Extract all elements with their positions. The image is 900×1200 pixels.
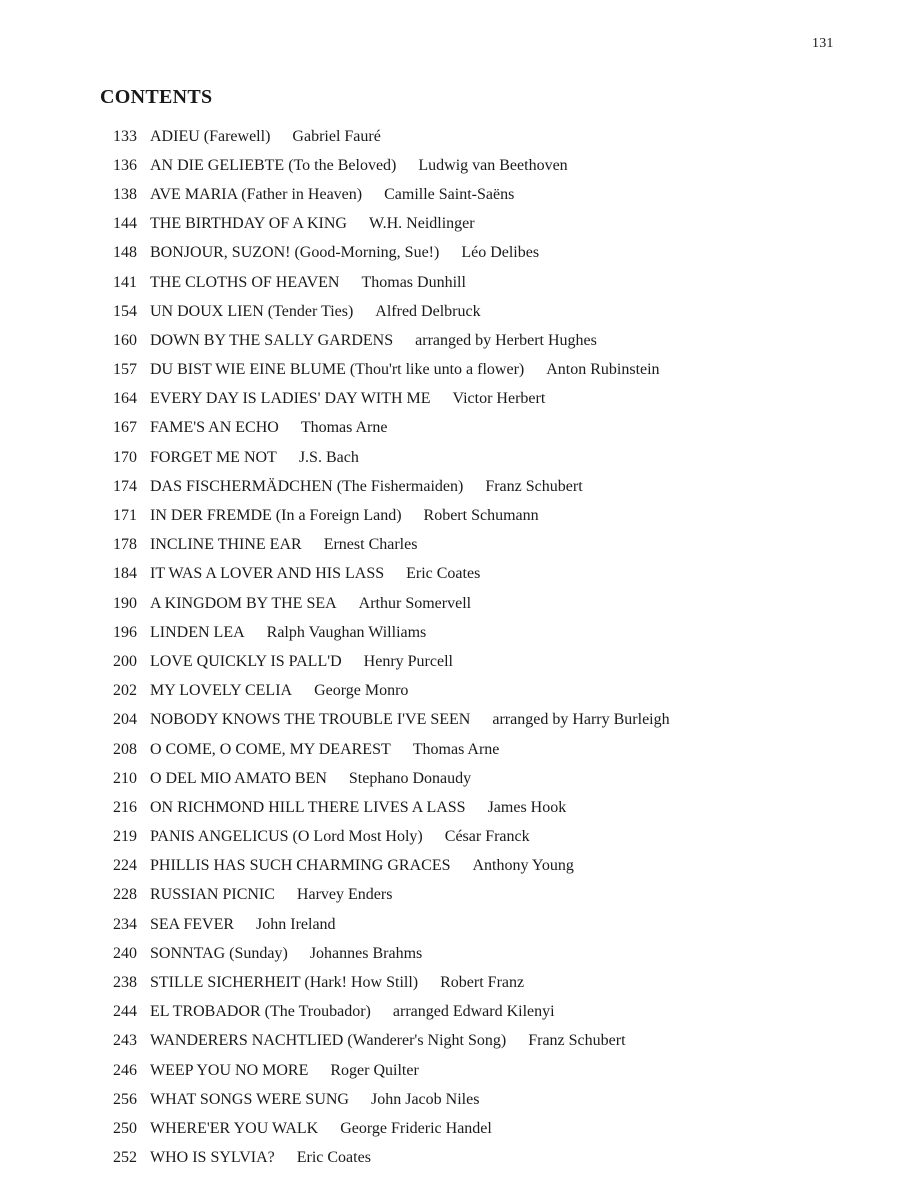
toc-entry-title: UN DOUX LIEN (Tender Ties)	[150, 302, 354, 320]
toc-entry-title: PHILLIS HAS SUCH CHARMING GRACES	[150, 857, 451, 875]
toc-entry-page: 204	[113, 711, 137, 729]
toc-entry	[100, 501, 880, 530]
toc-entry-title: DU BIST WIE EINE BLUME (Thou'rt like unto a flower)	[150, 361, 525, 379]
toc-entry	[100, 735, 880, 764]
toc-entry-composer: George Frideric Handel	[340, 1119, 492, 1137]
toc-entry-composer: Ludwig van Beethoven	[418, 156, 568, 174]
toc-entry-composer: Franz Schubert	[528, 1032, 626, 1050]
toc-entry-page: 178	[113, 536, 137, 554]
toc-entry-composer: Arthur Somervell	[358, 594, 472, 612]
toc-entry-composer: Thomas Dunhill	[361, 273, 466, 291]
toc-entry-composer: W.H. Neidlinger	[368, 215, 475, 233]
toc-entry	[100, 677, 880, 706]
toc-entry-composer: Johannes Brahms	[309, 944, 423, 962]
toc-entry	[100, 1114, 880, 1143]
toc-entry	[100, 968, 880, 997]
toc-entry-composer: Eric Coates	[406, 565, 481, 583]
page-number: 131	[812, 36, 834, 51]
toc-entry-composer: César Franck	[444, 828, 530, 846]
toc-entry-composer: John Jacob Niles	[370, 1090, 480, 1108]
toc-entry-composer: Anthony Young	[472, 857, 574, 875]
toc-entry-page: 133	[113, 127, 137, 145]
toc-entry-title: RUSSIAN PICNIC	[150, 886, 275, 904]
toc-entry-page: 216	[113, 798, 137, 816]
toc-entry-page: 138	[113, 185, 137, 203]
toc-entry-page: 196	[113, 623, 137, 641]
toc-entry	[100, 589, 880, 618]
toc-entry-page: 202	[113, 682, 137, 700]
toc-entry-composer: Thomas Arne	[412, 740, 500, 758]
toc-entry-page: 243	[113, 1032, 137, 1050]
toc-entry-composer: Roger Quilter	[330, 1061, 419, 1079]
toc-entry-composer: Victor Herbert	[452, 390, 546, 408]
toc-entry-page: 219	[113, 828, 137, 846]
toc-entry-page: 170	[113, 448, 137, 466]
toc-entry-page: 256	[113, 1090, 137, 1108]
toc-entry-title: DAS FISCHERMÄDCHEN (The Fishermaiden)	[150, 477, 464, 495]
toc-entry	[100, 823, 880, 852]
toc-entry-page: 141	[113, 273, 137, 291]
table-of-contents	[100, 122, 880, 1173]
toc-entry-title: WHERE'ER YOU WALK	[150, 1119, 319, 1137]
toc-entry	[100, 618, 880, 647]
toc-entry-composer: arranged Edward Kilenyi	[392, 1003, 555, 1021]
toc-entry-page: 224	[113, 857, 137, 875]
toc-entry-title: WHAT SONGS WERE SUNG	[150, 1090, 349, 1108]
toc-entry-title: EVERY DAY IS LADIES' DAY WITH ME	[150, 390, 431, 408]
toc-entry	[100, 414, 880, 443]
toc-entry	[100, 1085, 880, 1114]
toc-entry-title: THE CLOTHS OF HEAVEN	[150, 273, 340, 291]
toc-entry-page: 144	[113, 215, 137, 233]
toc-entry-composer: Thomas Arne	[300, 419, 388, 437]
toc-entry	[100, 1056, 880, 1085]
toc-entry	[100, 793, 880, 822]
toc-entry-composer: James Hook	[487, 798, 567, 816]
toc-entry-title: PANIS ANGELICUS (O Lord Most Holy)	[150, 828, 423, 846]
toc-entry-title: WHO IS SYLVIA?	[150, 1149, 275, 1167]
toc-entry-page: 171	[113, 507, 137, 525]
toc-entry-composer: Robert Franz	[440, 974, 525, 992]
toc-entry-page: 200	[113, 652, 137, 670]
toc-entry-page: 246	[113, 1061, 137, 1079]
toc-entry-page: 240	[113, 944, 137, 962]
toc-entry-title: MY LOVELY CELIA	[150, 682, 293, 700]
toc-entry-title: AVE MARIA (Father in Heaven)	[150, 185, 363, 203]
toc-entry-page: 210	[113, 769, 137, 787]
toc-entry	[100, 326, 880, 355]
contents-heading: CONTENTS	[100, 86, 213, 108]
toc-entry-title: NOBODY KNOWS THE TROUBLE I'VE SEEN	[150, 711, 471, 729]
toc-entry-title: FORGET ME NOT	[150, 448, 277, 466]
toc-entry-title: INCLINE THINE EAR	[150, 536, 302, 554]
toc-entry-page: 167	[113, 419, 137, 437]
toc-entry	[100, 268, 880, 297]
toc-entry-title: EL TROBADOR (The Troubador)	[150, 1003, 371, 1021]
toc-entry	[100, 210, 880, 239]
toc-entry-page: 154	[113, 302, 137, 320]
toc-entry	[100, 122, 880, 151]
toc-entry-page: 228	[113, 886, 137, 904]
toc-entry	[100, 531, 880, 560]
toc-entry-title: BONJOUR, SUZON! (Good-Morning, Sue!)	[150, 244, 440, 262]
toc-entry-composer: George Monro	[314, 682, 409, 700]
toc-entry-composer: Alfred Delbruck	[375, 302, 481, 320]
toc-entry-title: O COME, O COME, MY DEAREST	[150, 740, 391, 758]
toc-entry-page: 184	[113, 565, 137, 583]
toc-entry-composer: Henry Purcell	[363, 652, 453, 670]
toc-entry-title: LOVE QUICKLY IS PALL'D	[150, 652, 342, 670]
toc-entry-composer: arranged by Harry Burleigh	[492, 711, 670, 729]
toc-entry	[100, 998, 880, 1027]
toc-entry	[100, 472, 880, 501]
toc-entry	[100, 881, 880, 910]
toc-entry-title: AN DIE GELIEBTE (To the Beloved)	[150, 156, 397, 174]
toc-entry	[100, 356, 880, 385]
toc-entry-page: 148	[113, 244, 137, 262]
toc-entry	[100, 180, 880, 209]
toc-entry-title: WEEP YOU NO MORE	[150, 1061, 309, 1079]
toc-entry	[100, 910, 880, 939]
toc-entry-composer: John Ireland	[256, 915, 336, 933]
toc-entry	[100, 939, 880, 968]
toc-entry-composer: Franz Schubert	[485, 477, 583, 495]
toc-entry	[100, 560, 880, 589]
toc-entry-page: 252	[113, 1149, 137, 1167]
toc-entry-composer: Gabriel Fauré	[292, 127, 381, 145]
toc-entry-title: IN DER FREMDE (In a Foreign Land)	[150, 507, 402, 525]
toc-entry-title: LINDEN LEA	[150, 623, 245, 641]
toc-entry-title: ON RICHMOND HILL THERE LIVES A LASS	[150, 798, 466, 816]
toc-entry-title: THE BIRTHDAY OF A KING	[150, 215, 347, 233]
toc-entry-composer: Stephano Donaudy	[348, 769, 472, 787]
toc-entry-title: ADIEU (Farewell)	[150, 127, 271, 145]
toc-entry	[100, 1027, 880, 1056]
toc-entry-title: FAME'S AN ECHO	[150, 419, 279, 437]
toc-entry-page: 250	[113, 1119, 137, 1137]
toc-entry-page: 157	[113, 361, 137, 379]
toc-entry-page: 160	[113, 331, 137, 349]
toc-entry-page: 208	[113, 740, 137, 758]
toc-entry-page: 190	[113, 594, 137, 612]
toc-entry	[100, 852, 880, 881]
toc-entry-page: 136	[113, 156, 137, 174]
toc-entry	[100, 647, 880, 676]
toc-entry-page: 174	[113, 477, 137, 495]
toc-entry-composer: Harvey Enders	[296, 886, 393, 904]
toc-entry-title: DOWN BY THE SALLY GARDENS	[150, 331, 394, 349]
toc-entry-title: WANDERERS NACHTLIED (Wanderer's Night Song)	[150, 1032, 507, 1050]
toc-entry-composer: Anton Rubinstein	[546, 361, 660, 379]
toc-entry-title: STILLE SICHERHEIT (Hark! How Still)	[150, 974, 419, 992]
toc-entry	[100, 764, 880, 793]
toc-entry-composer: arranged by Herbert Hughes	[415, 331, 597, 349]
toc-entry-page: 238	[113, 974, 137, 992]
toc-entry-page: 244	[113, 1003, 137, 1021]
toc-entry-title: IT WAS A LOVER AND HIS LASS	[150, 565, 385, 583]
toc-entry-page: 164	[113, 390, 137, 408]
toc-entry	[100, 151, 880, 180]
toc-entry-composer: Eric Coates	[296, 1149, 371, 1167]
toc-entry-title: SEA FEVER	[150, 915, 235, 933]
toc-entry-page: 234	[113, 915, 137, 933]
toc-entry-composer: Camille Saint-Saëns	[384, 185, 515, 203]
toc-entry-composer: Léo Delibes	[461, 244, 540, 262]
toc-entry	[100, 385, 880, 414]
toc-entry-composer: Ralph Vaughan Williams	[266, 623, 427, 641]
toc-entry-title: A KINGDOM BY THE SEA	[150, 594, 337, 612]
toc-entry	[100, 239, 880, 268]
toc-entry	[100, 297, 880, 326]
toc-entry-composer: J.S. Bach	[298, 448, 359, 466]
toc-entry-composer: Robert Schumann	[423, 507, 539, 525]
toc-entry	[100, 706, 880, 735]
toc-entry-title: SONNTAG (Sunday)	[150, 944, 288, 962]
toc-entry	[100, 1144, 880, 1173]
toc-entry	[100, 443, 880, 472]
toc-entry-title: O DEL MIO AMATO BEN	[150, 769, 327, 787]
toc-entry-composer: Ernest Charles	[323, 536, 418, 554]
